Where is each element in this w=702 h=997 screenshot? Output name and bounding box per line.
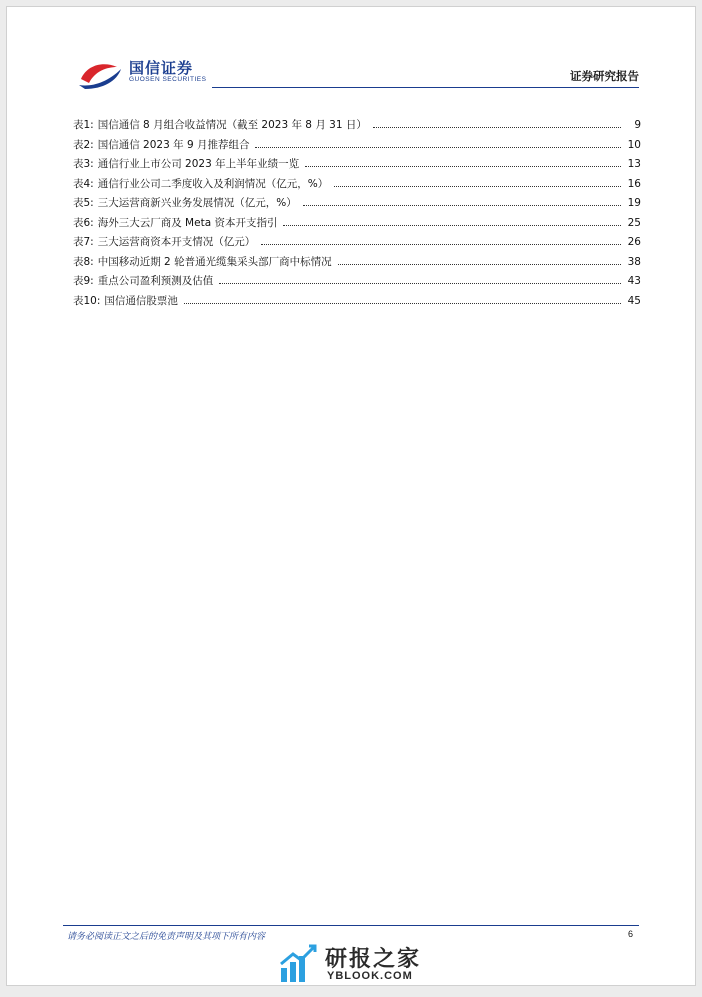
page-number: 6 — [627, 929, 633, 939]
logo-english-name: GUOSEN SECURITIES — [129, 76, 207, 83]
disclaimer-note: 请务必阅读正文之后的免责声明及其项下所有内容 — [67, 932, 266, 942]
guosen-logo — [77, 57, 217, 91]
watermark-cn: 研报之家 — [325, 947, 422, 972]
toc-entry-title: 三大运营商新兴业务发展情况（亿元，%） — [97, 197, 297, 209]
toc-entry-label: 表4: — [73, 177, 94, 190]
chart-bars-icon — [277, 942, 321, 986]
toc-entry[interactable] — [73, 293, 641, 313]
toc-leader-dots — [219, 283, 621, 284]
toc-entry-title: 重点公司盈利预测及估值 — [97, 275, 214, 287]
report-type-label: 证券研究报告 — [570, 69, 639, 83]
toc-entry-page: 9 — [634, 119, 641, 131]
toc-entry[interactable] — [73, 215, 641, 235]
page-header — [7, 7, 695, 92]
toc-leader-dots — [334, 186, 621, 187]
toc-entry[interactable] — [73, 254, 641, 274]
header-divider — [212, 87, 639, 88]
guosen-logo-icon — [77, 57, 125, 91]
toc-entry-title: 海外三大云厂商及 Meta 资本开支指引 — [97, 216, 278, 229]
toc-entry-label: 表3: — [73, 158, 94, 170]
toc-entry-label: 表1: — [73, 119, 94, 131]
table-list — [73, 117, 641, 312]
toc-entry-title: 中国移动近期 2 轮普通光缆集采头部厂商中标情况 — [97, 255, 332, 268]
toc-entry-page: 38 — [627, 255, 641, 268]
toc-leader-dots — [283, 225, 621, 226]
logo-chinese-name: 国信证券 — [129, 59, 194, 77]
toc-entry-title: 三大运营商资本开支情况（亿元） — [97, 236, 256, 248]
toc-entry-page: 10 — [627, 138, 641, 151]
watermark — [277, 942, 447, 990]
toc-entry-page: 19 — [627, 197, 641, 209]
toc-entry-title: 国信通信 8 月组合收益情况（截至 2023 年 8 月 31 日） — [97, 119, 367, 131]
toc-entry-label: 表5: — [73, 197, 94, 209]
toc-entry-title: 通信行业上市公司 2023 年上半年业绩一览 — [97, 158, 300, 170]
toc-entry-title: 国信通信股票池 — [104, 294, 178, 307]
toc-leader-dots — [255, 147, 621, 148]
footer-divider — [63, 925, 639, 926]
toc-entry-title: 国信通信 2023 年 9 月推荐组合 — [97, 138, 250, 151]
toc-entry-page: 43 — [627, 275, 641, 287]
toc-entry-page: 16 — [627, 177, 641, 190]
toc-leader-dots — [261, 244, 621, 245]
toc-leader-dots — [184, 303, 621, 304]
toc-leader-dots — [373, 127, 621, 128]
toc-entry-page: 25 — [627, 216, 641, 229]
toc-entry-page: 13 — [627, 158, 641, 170]
toc-entry[interactable] — [73, 117, 641, 137]
toc-entry-page: 45 — [627, 294, 641, 307]
toc-entry-label: 表6: — [73, 216, 94, 229]
toc-entry-label: 表2: — [73, 138, 94, 151]
toc-entry[interactable] — [73, 176, 641, 196]
toc-entry[interactable] — [73, 137, 641, 157]
report-page — [6, 6, 696, 986]
toc-leader-dots — [305, 166, 621, 167]
toc-entry-title: 通信行业公司二季度收入及利润情况（亿元，%） — [97, 177, 329, 190]
toc-entry-label: 表10: — [73, 294, 101, 307]
toc-entry-label: 表9: — [73, 275, 94, 287]
toc-entry-label: 表8: — [73, 255, 94, 268]
toc-entry-label: 表7: — [73, 236, 94, 248]
toc-entry[interactable] — [73, 234, 641, 254]
toc-entry[interactable] — [73, 195, 641, 215]
watermark-en: YBLOOK.COM — [327, 970, 413, 982]
toc-entry[interactable] — [73, 156, 641, 176]
toc-entry[interactable] — [73, 273, 641, 293]
toc-leader-dots — [338, 264, 621, 265]
toc-leader-dots — [303, 205, 621, 206]
toc-entry-page: 26 — [627, 236, 641, 248]
